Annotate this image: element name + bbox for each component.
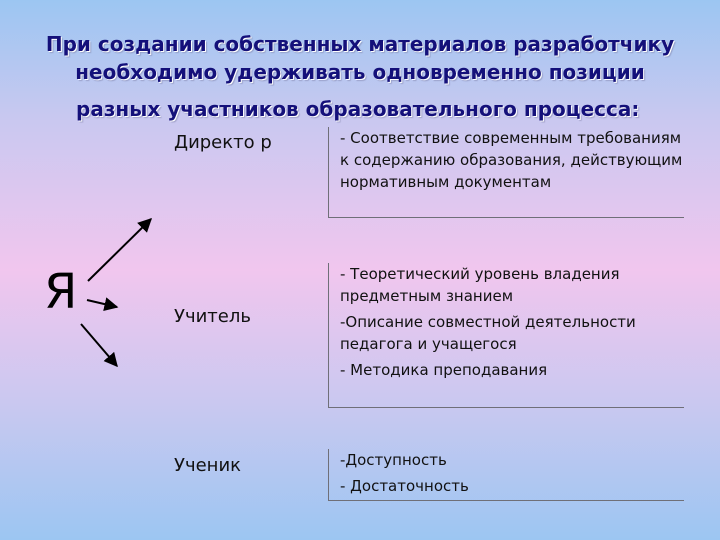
role-teacher: Учитель [174,306,251,327]
director-requirements [328,127,684,218]
arrow-to-director [88,219,151,281]
arrow-to-teacher [87,300,117,307]
teacher-requirements [328,263,684,408]
title-line-3: разных участников образовательного процесса: [76,97,640,121]
arrow-to-student [81,324,117,366]
requirement-item: - Теоретический уровень владения предметным знанием [340,265,620,305]
role-student: Ученик [174,455,242,476]
title-line-1: При создании собственных материалов разработчику [45,32,675,56]
student-requirements [328,449,684,501]
role-director: Директо р [174,132,272,153]
requirement-item: - Достаточность [340,477,469,495]
requirement-item: - Методика преподавания [340,361,548,379]
self-label: Я [44,264,78,320]
requirement-item: -Описание совместной деятельности педагога и учащегося [340,313,636,353]
title-line-2: необходимо удерживать одновременно позиции [75,60,645,84]
requirement-item: - Соответствие современным требованиям к содержанию образования, действующим нормативным документам [340,129,683,191]
requirement-item: -Доступность [340,451,447,469]
